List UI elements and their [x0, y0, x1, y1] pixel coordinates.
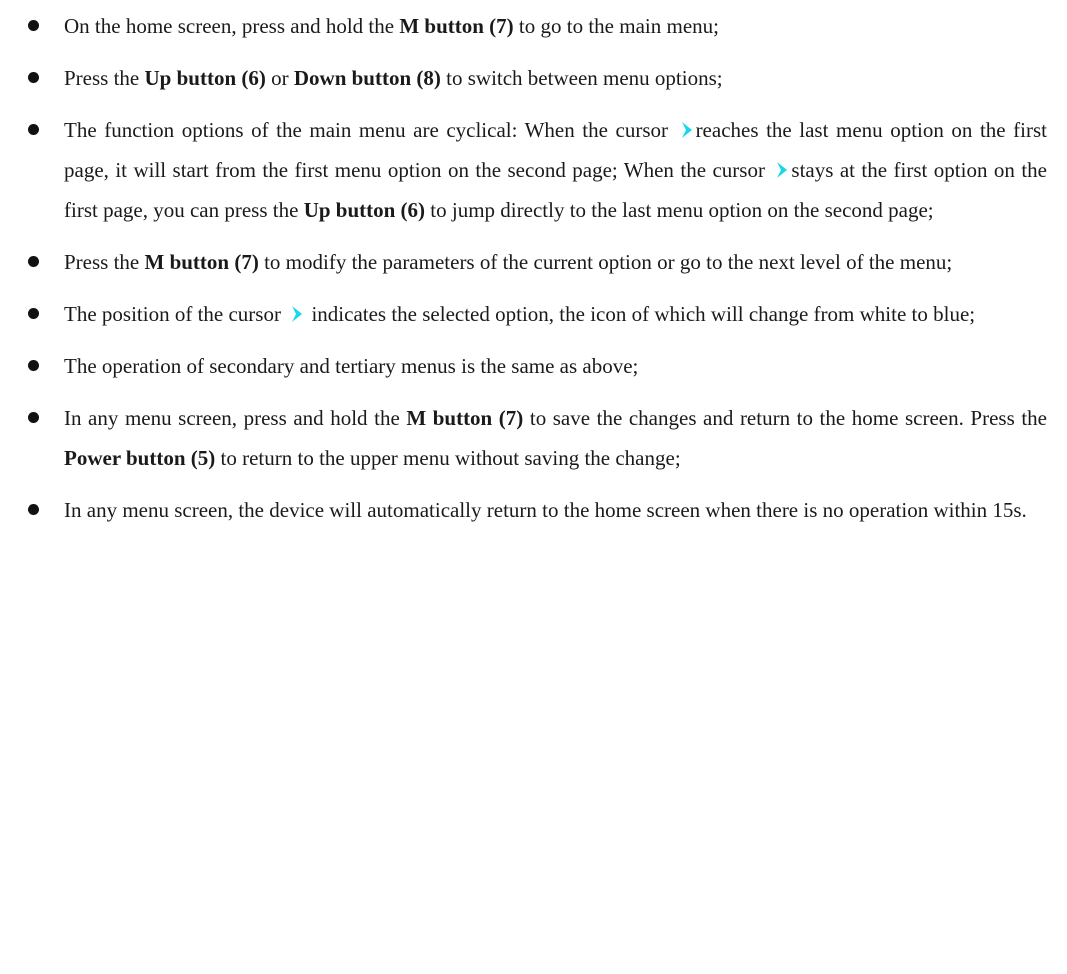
item-text: to switch between menu options; — [440, 66, 723, 90]
item-text: In any menu screen, the device will automatically return to the home screen when there is no operation within 15s. — [64, 498, 1027, 522]
list-item — [28, 242, 1047, 282]
instruction-list — [28, 6, 1047, 530]
item-text: The function options of the main menu are cyclical: When the cursor — [64, 118, 676, 142]
item-text: to modify the parameters of the current option or go to the next level of the menu; — [258, 250, 953, 274]
cursor-chevron-icon — [290, 305, 304, 323]
item-text: to return to the upper menu without saving the change; — [215, 446, 681, 470]
list-item — [28, 346, 1047, 386]
cursor-chevron-icon — [775, 161, 789, 179]
item-text: stays at the first option on the first page, you can press the — [64, 158, 1047, 222]
list-item — [28, 294, 1047, 334]
item-text: On the home screen, press and hold the — [64, 14, 400, 38]
item-text: Press the — [64, 250, 145, 274]
button-reference: M button (7) — [144, 250, 259, 274]
list-item — [28, 398, 1047, 478]
item-text: to go to the main menu; — [513, 14, 719, 38]
button-reference: M button (7) — [406, 406, 524, 430]
item-text: to jump directly to the last menu option on the second page; — [425, 198, 934, 222]
item-text: The position of the cursor — [64, 302, 287, 326]
list-item — [28, 6, 1047, 46]
item-text: The operation of secondary and tertiary menus is the same as above; — [64, 354, 639, 378]
button-reference: Down button (8) — [293, 66, 441, 90]
item-text: reaches the last menu option on the first page, it will start from the first menu option on the second page; When the cursor — [64, 118, 1048, 182]
item-text: Press the — [64, 66, 145, 90]
button-reference: Up button (6) — [144, 66, 266, 90]
item-text: indicates the selected option, the icon of which will change from white to blue; — [306, 302, 976, 326]
item-text: to save the changes and return to the home screen. Press the — [523, 406, 1047, 430]
button-reference: Power button (5) — [64, 446, 216, 470]
item-text: or — [265, 66, 294, 90]
list-item — [28, 58, 1047, 98]
cursor-chevron-icon — [680, 121, 694, 139]
button-reference: Up button (6) — [303, 198, 426, 222]
button-reference: M button (7) — [399, 14, 514, 38]
list-item — [28, 490, 1047, 530]
item-text: In any menu screen, press and hold the — [64, 406, 407, 430]
list-item — [28, 110, 1047, 230]
